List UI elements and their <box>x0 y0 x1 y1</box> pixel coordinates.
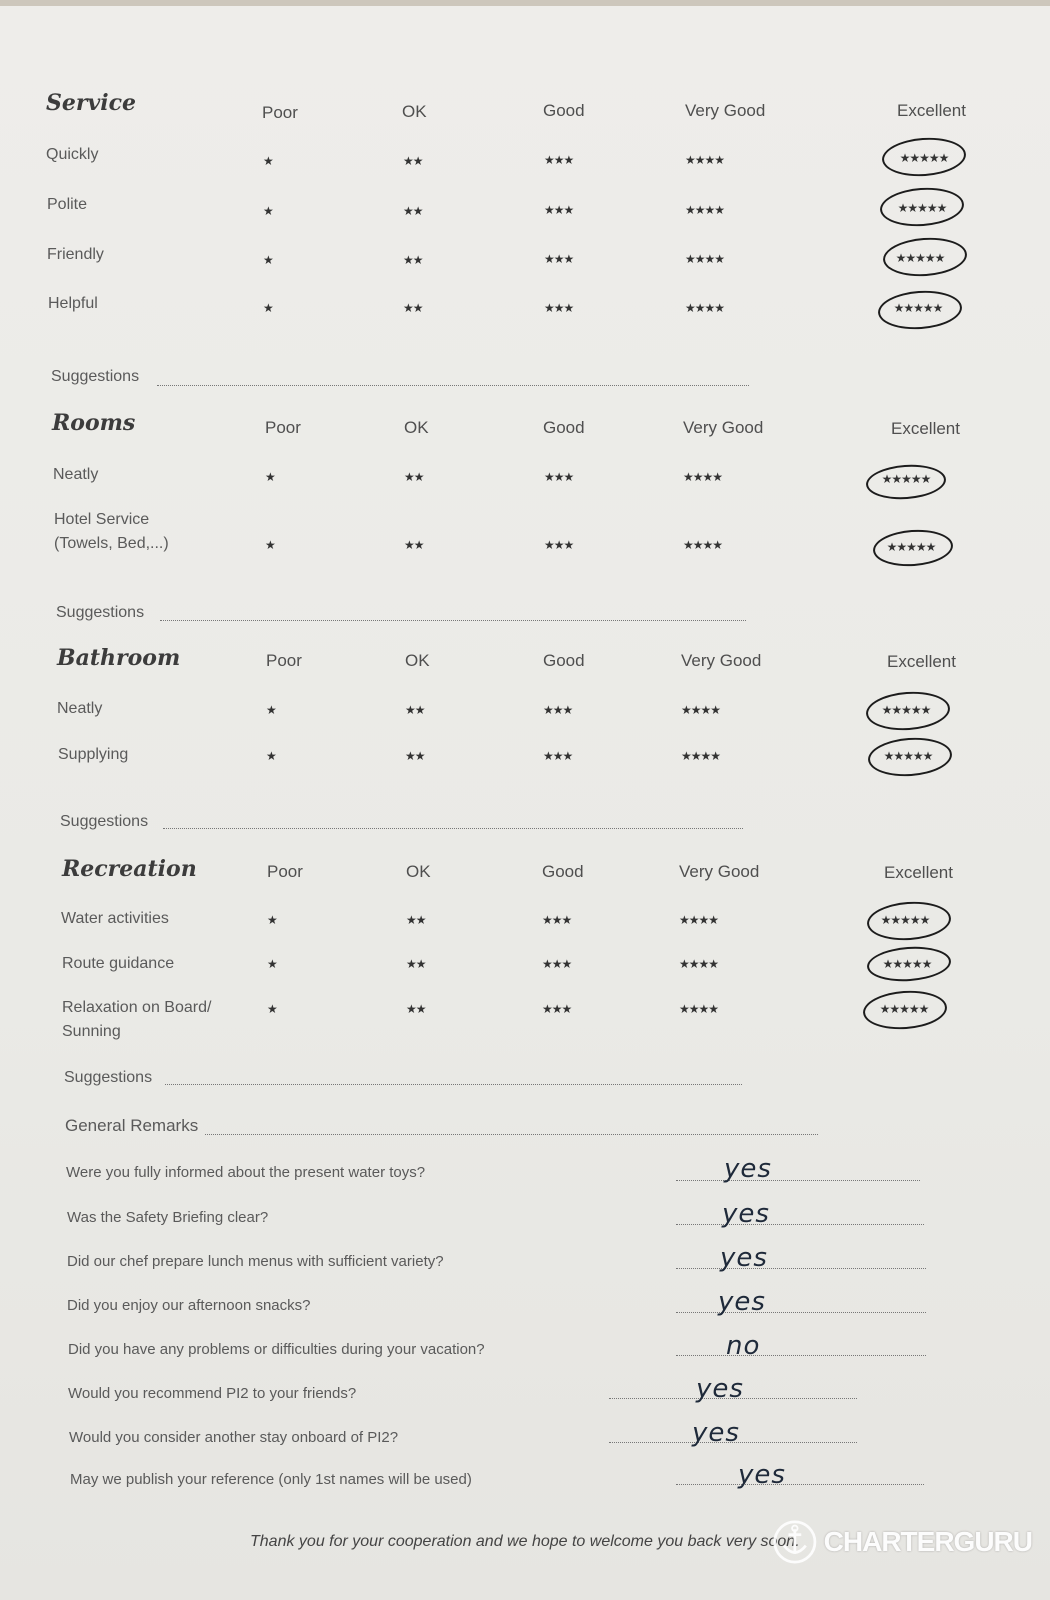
rating-very-good[interactable]: ★★★★ <box>679 913 719 927</box>
row-label-helpful: Helpful <box>48 295 98 312</box>
rating-ok[interactable]: ★★ <box>405 749 425 763</box>
col-head-ok: OK <box>406 862 431 881</box>
rating-excellent[interactable]: ★★★★★ <box>879 1002 929 1016</box>
answer-line[interactable] <box>676 1268 926 1269</box>
general-remarks-label: General Remarks <box>65 1116 199 1135</box>
col-head-very-good: Very Good <box>679 862 760 881</box>
section-title-service: Service <box>46 90 137 116</box>
row-label-water-activities: Water activities <box>61 910 169 927</box>
rating-excellent[interactable]: ★★★★★ <box>886 540 936 554</box>
question-another-stay: Would you consider another stay onboard of PI2? <box>69 1429 399 1446</box>
col-head-good: Good <box>542 862 584 881</box>
row-label-quickly: Quickly <box>46 146 99 163</box>
rating-ok[interactable]: ★★ <box>403 301 423 315</box>
answer-line[interactable] <box>676 1355 926 1356</box>
col-head-excellent: Excellent <box>891 419 960 438</box>
rating-very-good[interactable]: ★★★★ <box>683 470 723 484</box>
row-label-friendly: Friendly <box>47 246 104 263</box>
answer-line[interactable] <box>676 1180 920 1181</box>
rating-good[interactable]: ★★★ <box>544 153 574 167</box>
suggestions-line[interactable] <box>157 385 749 386</box>
rating-excellent[interactable]: ★★★★★ <box>897 201 947 215</box>
suggestions-label: Suggestions <box>64 1069 153 1086</box>
rating-very-good[interactable]: ★★★★ <box>685 203 725 217</box>
rating-very-good[interactable]: ★★★★ <box>685 252 725 266</box>
row-label-neatly: Neatly <box>57 700 103 717</box>
section-title-bathroom: Bathroom <box>57 645 181 671</box>
rating-excellent[interactable]: ★★★★★ <box>883 749 933 763</box>
rating-ok[interactable]: ★★ <box>403 204 423 218</box>
row-label-relaxation: Relaxation on Board/ Sunning <box>62 999 212 1040</box>
rating-good[interactable]: ★★★ <box>542 957 572 971</box>
answer-handwritten: yes <box>718 1287 766 1317</box>
question-publish-reference: May we publish your reference (only 1st names will be used) <box>70 1471 472 1488</box>
col-head-poor: Poor <box>266 651 302 670</box>
rating-ok[interactable]: ★★ <box>404 470 424 484</box>
rating-good[interactable]: ★★★ <box>542 913 572 927</box>
suggestions-label: Suggestions <box>60 813 149 830</box>
col-head-good: Good <box>543 651 585 670</box>
rating-poor[interactable]: ★ <box>267 913 277 927</box>
answer-handwritten: no <box>726 1331 761 1361</box>
col-head-ok: OK <box>402 102 427 121</box>
col-head-ok: OK <box>404 418 429 437</box>
rating-good[interactable]: ★★★ <box>544 470 574 484</box>
rating-ok[interactable]: ★★ <box>405 703 425 717</box>
rating-poor[interactable]: ★ <box>265 470 275 484</box>
rating-excellent[interactable]: ★★★★★ <box>893 301 943 315</box>
rating-very-good[interactable]: ★★★★ <box>685 153 725 167</box>
section-title-rooms: Rooms <box>52 410 136 436</box>
answer-handwritten: yes <box>692 1418 740 1448</box>
rating-excellent[interactable]: ★★★★★ <box>899 151 949 165</box>
rating-ok[interactable]: ★★ <box>406 1002 426 1016</box>
rating-good[interactable]: ★★★ <box>544 301 574 315</box>
col-head-excellent: Excellent <box>884 863 953 882</box>
anchor-icon <box>772 1517 818 1567</box>
rating-ok[interactable]: ★★ <box>403 253 423 267</box>
rating-poor[interactable]: ★ <box>263 301 273 315</box>
rating-very-good[interactable]: ★★★★ <box>679 1002 719 1016</box>
section-title-recreation: Recreation <box>62 856 197 882</box>
rating-very-good[interactable]: ★★★★ <box>683 538 723 552</box>
answer-handwritten: yes <box>724 1154 772 1184</box>
answer-line[interactable] <box>676 1224 924 1225</box>
rating-good[interactable]: ★★★ <box>544 252 574 266</box>
rating-poor[interactable]: ★ <box>267 1002 277 1016</box>
rating-excellent[interactable]: ★★★★★ <box>895 251 945 265</box>
answer-handwritten: yes <box>720 1243 768 1273</box>
rating-poor[interactable]: ★ <box>267 957 277 971</box>
rating-very-good[interactable]: ★★★★ <box>679 957 719 971</box>
col-head-poor: Poor <box>267 862 303 881</box>
question-afternoon-snacks: Did you enjoy our afternoon snacks? <box>67 1297 311 1314</box>
rating-good[interactable]: ★★★ <box>544 538 574 552</box>
col-head-good: Good <box>543 101 585 120</box>
rating-ok[interactable]: ★★ <box>406 957 426 971</box>
rating-very-good[interactable]: ★★★★ <box>681 749 721 763</box>
answer-line[interactable] <box>676 1484 924 1485</box>
suggestions-line[interactable] <box>160 620 746 621</box>
row-label-polite: Polite <box>47 196 88 213</box>
col-head-excellent: Excellent <box>887 652 956 671</box>
rating-poor[interactable]: ★ <box>266 703 276 717</box>
col-head-very-good: Very Good <box>681 651 762 670</box>
suggestions-label: Suggestions <box>56 604 145 621</box>
col-head-poor: Poor <box>265 418 301 437</box>
suggestions-line[interactable] <box>165 1084 742 1085</box>
row-label-supplying: Supplying <box>58 746 129 763</box>
rating-poor[interactable]: ★ <box>263 253 273 267</box>
rating-poor[interactable]: ★ <box>266 749 276 763</box>
rating-excellent[interactable]: ★★★★★ <box>881 703 931 717</box>
col-head-excellent: Excellent <box>897 101 966 120</box>
col-head-very-good: Very Good <box>683 418 764 437</box>
rating-good[interactable]: ★★★ <box>542 1002 572 1016</box>
answer-handwritten: yes <box>696 1374 744 1404</box>
suggestions-label: Suggestions <box>51 368 140 385</box>
rating-ok[interactable]: ★★ <box>404 538 424 552</box>
rating-poor[interactable]: ★ <box>265 538 275 552</box>
answer-line[interactable] <box>676 1312 926 1313</box>
rating-ok[interactable]: ★★ <box>403 154 423 168</box>
question-safety-briefing: Was the Safety Briefing clear? <box>67 1209 269 1226</box>
col-head-poor: Poor <box>262 103 298 122</box>
answer-handwritten: yes <box>738 1460 786 1490</box>
watermark-text: CHARTERGURU <box>823 1526 1032 1557</box>
row-label-route-guidance: Route guidance <box>62 955 175 972</box>
rating-excellent[interactable]: ★★★★★ <box>882 957 932 971</box>
suggestions-line[interactable] <box>163 828 743 829</box>
question-water-toys: Were you fully informed about the present water toys? <box>66 1164 426 1181</box>
footer-thank-you: Thank you for your cooperation and we hope to welcome you back very soon. <box>250 1533 800 1550</box>
answer-handwritten: yes <box>722 1199 770 1229</box>
rating-very-good[interactable]: ★★★★ <box>685 301 725 315</box>
question-recommend: Would you recommend PI2 to your friends? <box>68 1385 357 1402</box>
col-head-ok: OK <box>405 651 430 670</box>
rating-poor[interactable]: ★ <box>263 204 273 218</box>
col-head-very-good: Very Good <box>685 101 766 120</box>
row-label-hotel-service: Hotel Service (Towels, Bed,...) <box>54 511 169 552</box>
chartergururu-watermark <box>772 1514 1032 1570</box>
question-lunch-menus: Did our chef prepare lunch menus with sufficient variety? <box>67 1253 444 1270</box>
rating-excellent[interactable]: ★★★★★ <box>880 913 930 927</box>
rating-ok[interactable]: ★★ <box>406 913 426 927</box>
rating-good[interactable]: ★★★ <box>544 203 574 217</box>
rating-excellent[interactable]: ★★★★★ <box>881 472 931 486</box>
rating-very-good[interactable]: ★★★★ <box>681 703 721 717</box>
col-head-good: Good <box>543 418 585 437</box>
top-edge-band <box>0 0 1050 6</box>
general-remarks-line[interactable] <box>205 1134 818 1135</box>
rating-poor[interactable]: ★ <box>263 154 273 168</box>
question-problems: Did you have any problems or difficulties during your vacation? <box>68 1341 485 1358</box>
row-label-neatly: Neatly <box>53 466 99 483</box>
rating-good[interactable]: ★★★ <box>543 703 573 717</box>
rating-good[interactable]: ★★★ <box>543 749 573 763</box>
